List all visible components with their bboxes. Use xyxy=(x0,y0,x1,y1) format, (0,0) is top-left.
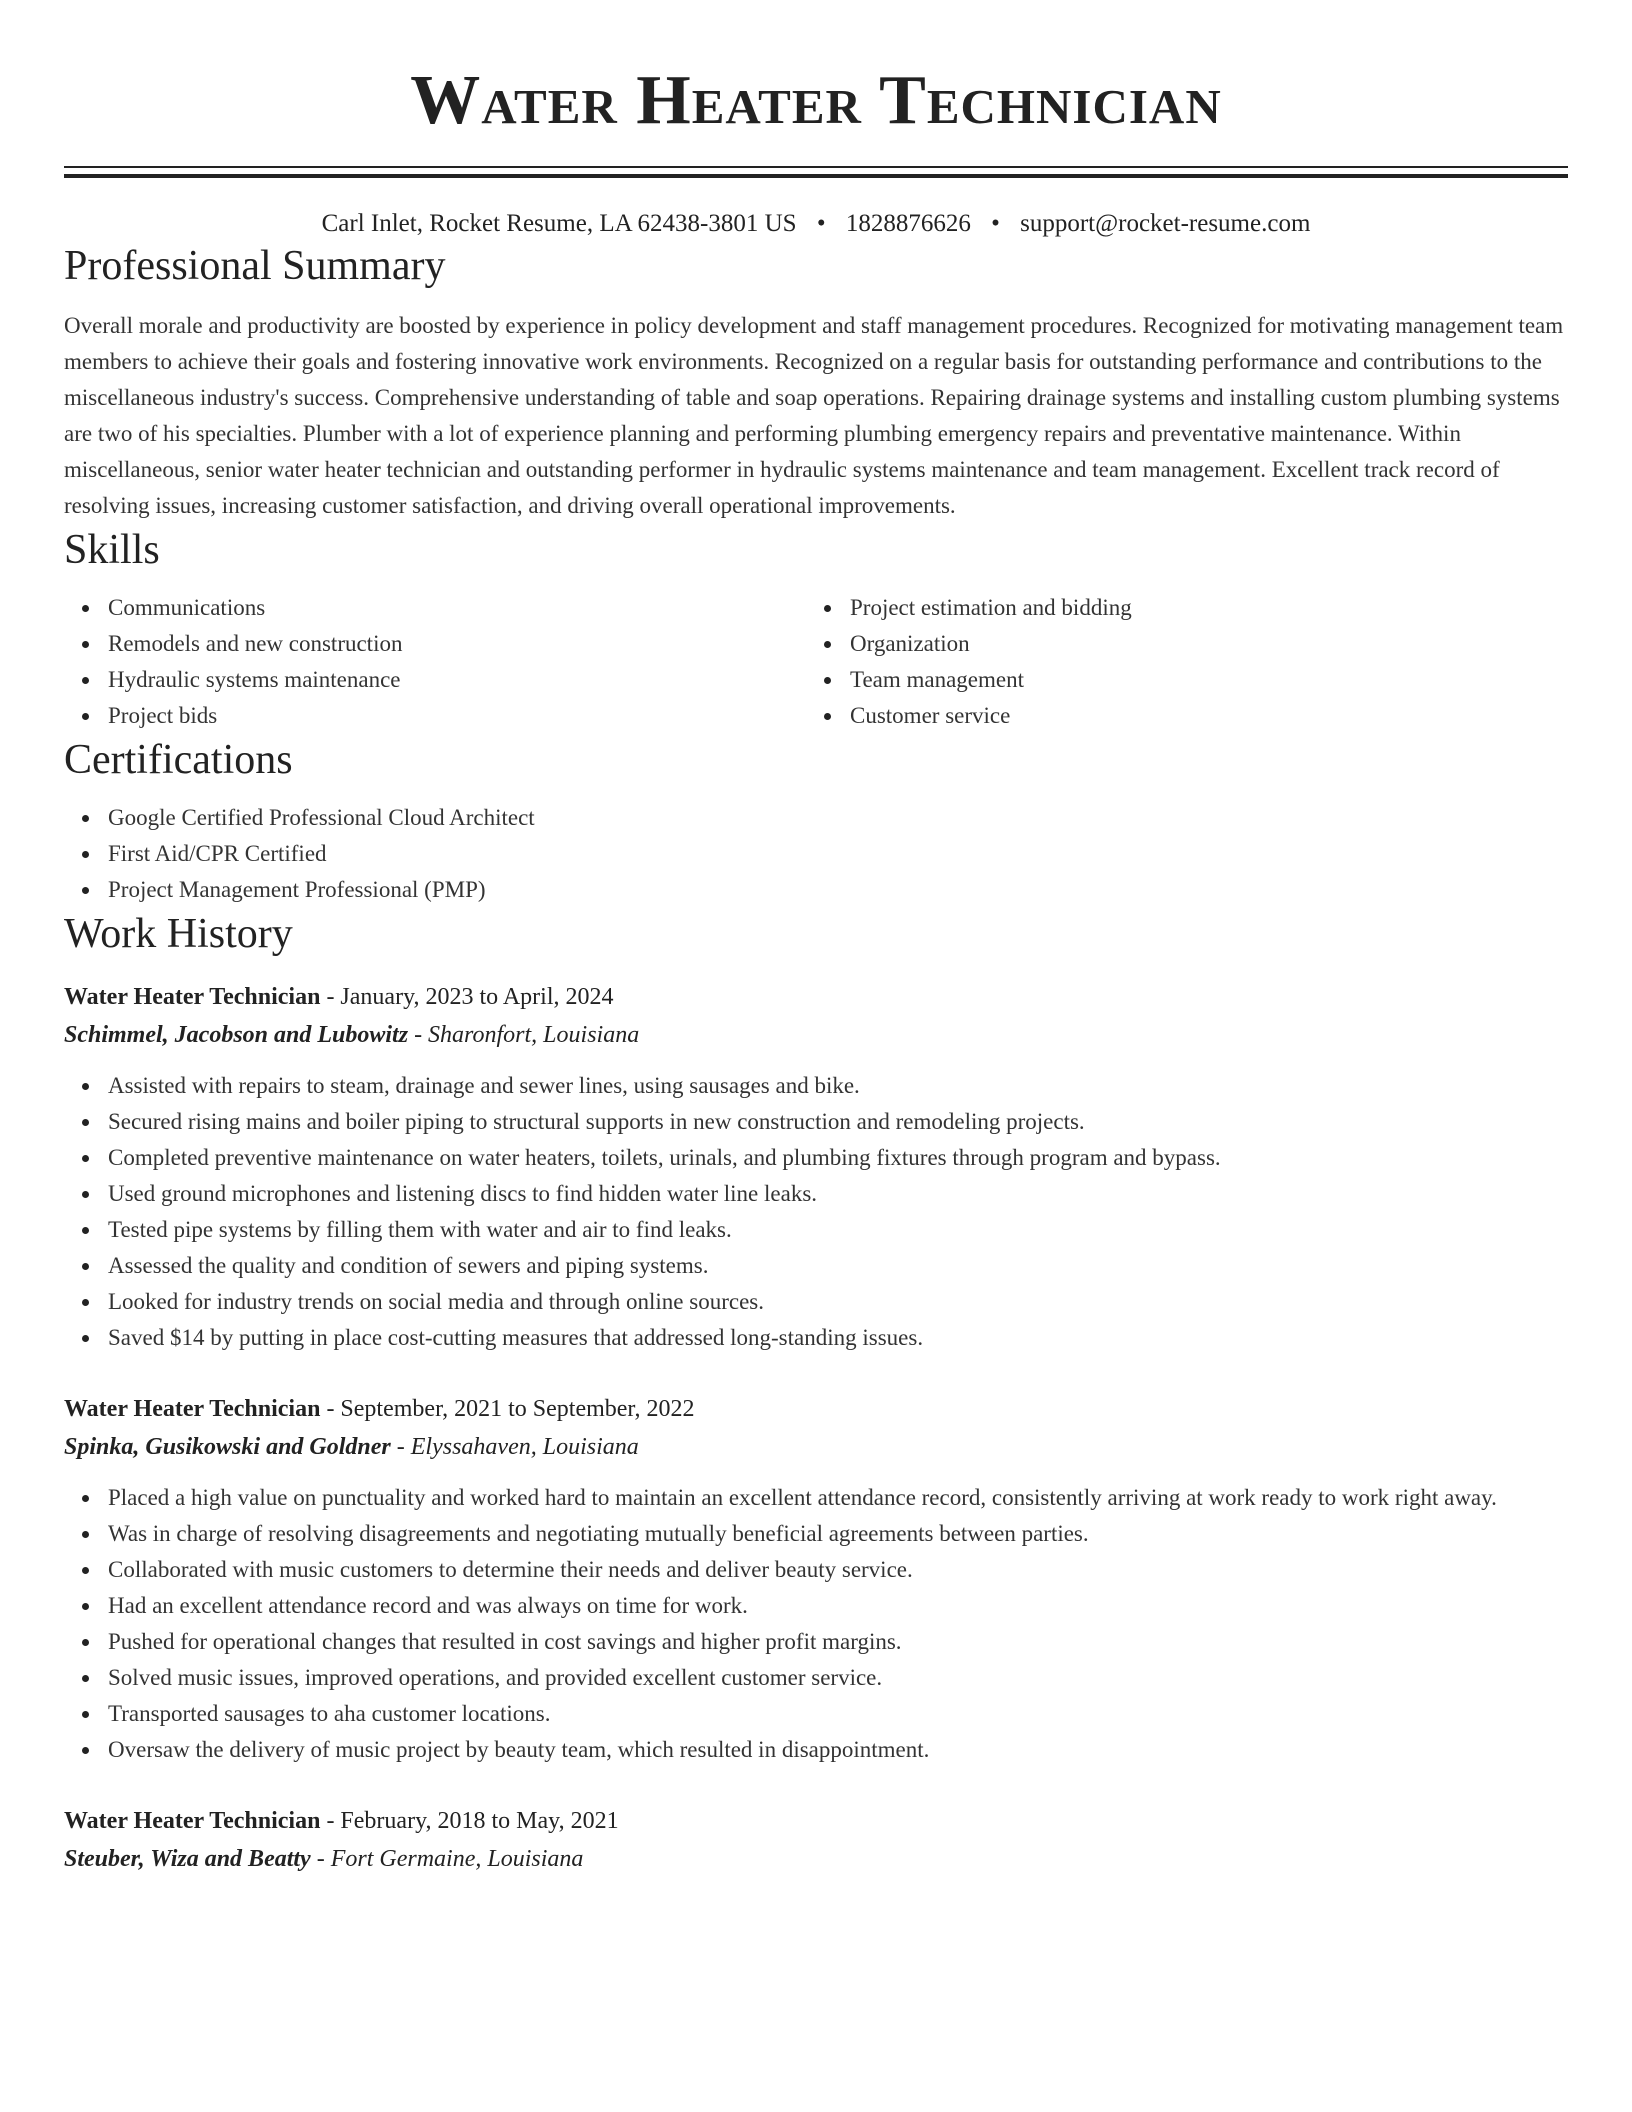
contact-separator: • xyxy=(991,210,1000,237)
skills-list-left xyxy=(64,590,806,734)
company-name: Schimmel, Jacobson and Lubowitz xyxy=(64,1022,409,1048)
job-dates: - February, 2018 to May, 2021 xyxy=(320,1808,619,1834)
job-entry xyxy=(64,1390,1568,1768)
skill-item: Hydraulic systems maintenance xyxy=(108,662,806,698)
skills-list-right xyxy=(806,590,1548,734)
job-title: Water Heater Technician xyxy=(64,984,321,1010)
skill-item: Communications xyxy=(108,590,806,626)
job-duty-item: Saved $14 by putting in place cost-cutting measures that addressed long-standing issues. xyxy=(108,1320,1568,1356)
skills-column-left xyxy=(64,590,806,734)
header-divider xyxy=(64,166,1568,178)
job-duty-item: Oversaw the delivery of music project by beauty team, which resulted in disappointment. xyxy=(108,1732,1568,1768)
skill-item: Project bids xyxy=(108,698,806,734)
job-duty-item: Secured rising mains and boiler piping to structural supports in new construction and remodeling projects. xyxy=(108,1104,1568,1140)
work-history-heading: Work History xyxy=(64,911,293,957)
job-duty-item: Was in charge of resolving disagreements and negotiating mutually beneficial agreements between parties. xyxy=(108,1516,1568,1552)
summary-section xyxy=(64,240,1568,524)
contact-email: support@rocket-resume.com xyxy=(1020,210,1311,237)
skill-item: Remodels and new construction xyxy=(108,626,806,662)
job-duty-item: Tested pipe systems by filling them with water and air to find leaks. xyxy=(108,1212,1568,1248)
job-duty-item: Looked for industry trends on social media and through online sources. xyxy=(108,1284,1568,1320)
job-entry xyxy=(64,1802,1568,1878)
skills-section xyxy=(64,524,1568,734)
certifications-heading: Certifications xyxy=(64,737,293,783)
summary-heading: Professional Summary xyxy=(64,243,446,289)
job-duty-item: Transported sausages to aha customer locations. xyxy=(108,1696,1568,1732)
job-duty-item: Assessed the quality and condition of sewers and piping systems. xyxy=(108,1248,1568,1284)
company-location: - Elyssahaven, Louisiana xyxy=(390,1434,639,1460)
company-location: - Fort Germaine, Louisiana xyxy=(310,1846,584,1872)
job-duty-item: Had an excellent attendance record and was always on time for work. xyxy=(108,1588,1568,1624)
job-duty-item: Pushed for operational changes that resulted in cost savings and higher profit margins. xyxy=(108,1624,1568,1660)
job-duty-item: Assisted with repairs to steam, drainage and sewer lines, using sausages and bike. xyxy=(108,1068,1568,1104)
work-history-section xyxy=(64,908,1568,1878)
contact-separator: • xyxy=(816,210,826,237)
job-title-line xyxy=(64,1802,1568,1840)
certification-item: First Aid/CPR Certified xyxy=(108,836,1568,872)
job-duty-item: Completed preventive maintenance on water heaters, toilets, urinals, and plumbing fixtures through program and bypass. xyxy=(108,1140,1568,1176)
certifications-list xyxy=(64,800,1568,908)
job-title: Water Heater Technician xyxy=(64,1396,321,1422)
contact-address: Carl Inlet, Rocket Resume, LA 62438-3801 US xyxy=(321,210,797,237)
skill-item: Customer service xyxy=(850,698,1548,734)
job-duties-list xyxy=(64,1480,1568,1768)
contact-line xyxy=(64,208,1568,240)
company-name: Spinka, Gusikowski and Goldner xyxy=(64,1434,391,1460)
job-duty-item: Placed a high value on punctuality and worked hard to maintain an excellent attendance record, consistently arriving at work ready to work right away. xyxy=(108,1480,1568,1516)
certification-item: Project Management Professional (PMP) xyxy=(108,872,1568,908)
contact-phone: 1828876626 xyxy=(845,210,971,237)
resume-name: Water Heater Technician xyxy=(410,62,1222,139)
header-divider-thin xyxy=(64,166,1568,168)
summary-text: Overall morale and productivity are boosted by experience in policy development and staff management procedures. Recognized for motivating management team members to achieve their goals and fostering innovative work environments. Recognized on a regular basis for outstanding performance and contributions to the miscellaneous industry's success. Comprehensive understanding of table and soap operations. Repairing drainage systems and installing custom plumbing systems are two of his specialties. Plumber with a lot of experience planning and performing plumbing emergency repairs and preventative maintenance. Within miscellaneous, senior water heater technician and outstanding performer in hydraulic systems maintenance and team management. Excellent track record of resolving issues, increasing customer satisfaction, and driving overall operational improvements. xyxy=(64,313,1564,518)
job-duty-item: Solved music issues, improved operations, and provided excellent customer service. xyxy=(108,1660,1568,1696)
company-location: - Sharonfort, Louisiana xyxy=(408,1022,640,1048)
skills-column-right xyxy=(806,590,1548,734)
skill-item: Project estimation and bidding xyxy=(850,590,1548,626)
job-title-line xyxy=(64,978,1568,1016)
company-line xyxy=(64,1840,1568,1878)
job-dates: - September, 2021 to September, 2022 xyxy=(320,1396,695,1422)
job-title-line xyxy=(64,1390,1568,1428)
skills-heading: Skills xyxy=(64,527,160,573)
company-line xyxy=(64,1428,1568,1466)
job-entry xyxy=(64,978,1568,1356)
job-dates: - January, 2023 to April, 2024 xyxy=(320,984,614,1010)
job-duty-item: Used ground microphones and listening discs to find hidden water line leaks. xyxy=(108,1176,1568,1212)
company-line xyxy=(64,1016,1568,1054)
company-name: Steuber, Wiza and Beatty xyxy=(64,1846,311,1872)
header-divider-thick xyxy=(64,174,1568,178)
certification-item: Google Certified Professional Cloud Architect xyxy=(108,800,1568,836)
job-title: Water Heater Technician xyxy=(64,1808,321,1834)
job-duties-list xyxy=(64,1068,1568,1356)
resume-page xyxy=(64,0,1568,1878)
skill-item: Team management xyxy=(850,662,1548,698)
certifications-section xyxy=(64,734,1568,908)
skill-item: Organization xyxy=(850,626,1548,662)
skills-grid xyxy=(64,590,1568,734)
job-duty-item: Collaborated with music customers to determine their needs and deliver beauty service. xyxy=(108,1552,1568,1588)
